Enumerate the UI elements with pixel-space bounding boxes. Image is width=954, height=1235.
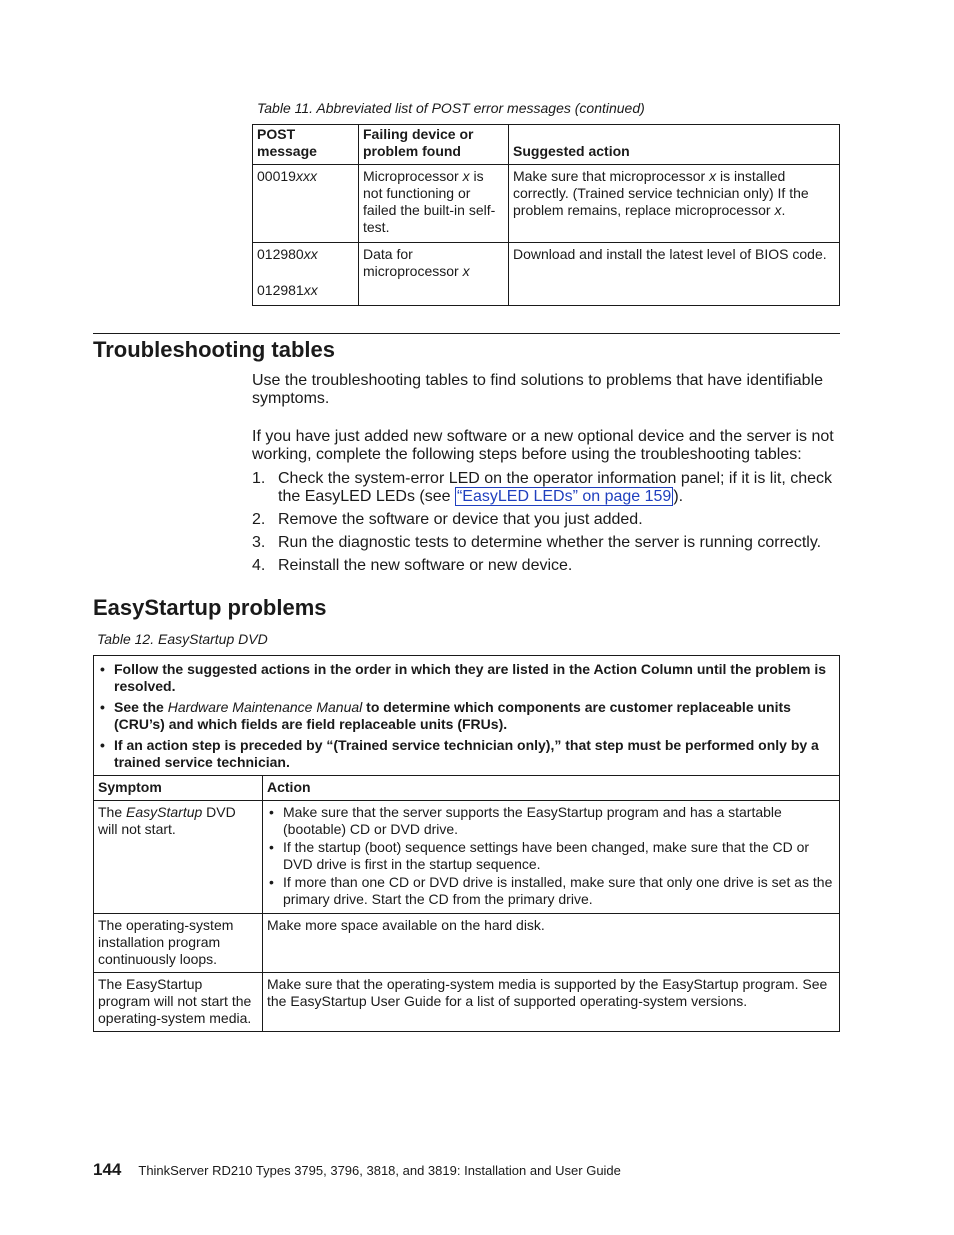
variable: x: [462, 263, 470, 279]
list-item: [98, 699, 835, 733]
cell-text: The: [98, 804, 127, 820]
cell-text: Microprocessor: [363, 168, 463, 184]
product-name: EasyStartup: [126, 804, 203, 820]
step-number: 2.: [252, 511, 266, 528]
cell-text: 012981: [257, 282, 304, 298]
table-row: [253, 165, 840, 243]
suggested-action-cell: [509, 165, 840, 243]
step-text: Remove the software or device that you just added.: [278, 511, 643, 528]
cell-text: .: [781, 202, 786, 218]
post-code: [257, 282, 354, 299]
symptom-cell: The operating-system installation program continuously loops.: [94, 914, 263, 973]
easystartup-heading: EasyStartup problems: [93, 595, 327, 620]
post-code-variable: xxx: [295, 168, 317, 184]
action-list: [267, 804, 835, 908]
step-number: 4.: [252, 557, 266, 574]
troubleshooting-paragraph: If you have just added new software or a new optional device and the server is not working, complete the following steps before using the troubleshooting tables:: [252, 428, 834, 463]
table-row: [94, 914, 840, 973]
variable: x: [462, 168, 470, 184]
column-header: Suggested action: [509, 125, 840, 165]
bullet: •: [100, 737, 105, 753]
variable: x: [709, 168, 717, 184]
column-header: Symptom: [94, 776, 263, 801]
notes-list: [98, 659, 835, 771]
table-row: [94, 973, 840, 1032]
action-text: If the startup (boot) sequence settings have been changed, make sure that the CD or DVD drive is first in the startup sequence.: [283, 839, 810, 872]
page-footer: [93, 1160, 621, 1180]
column-header: Failing device or problem found: [359, 125, 509, 165]
variable: xx: [303, 282, 318, 298]
table12-caption: Table 12. EasyStartup DVD: [97, 631, 268, 647]
variable: xx: [303, 246, 318, 262]
action-text: Make sure that the server supports the EasyStartup program and has a startable (bootable) CD or DVD drive.: [283, 804, 782, 837]
action-cell: [263, 801, 840, 914]
troubleshooting-steps: [252, 470, 840, 580]
troubleshooting-intro: Use the troubleshooting tables to find solutions to problems that have identifiable symptoms.: [252, 372, 824, 407]
list-item: [98, 737, 835, 771]
post-error-table: [252, 124, 840, 306]
suggested-action-cell: Download and install the latest level of BIOS code.: [509, 243, 840, 306]
column-header: POST message: [253, 125, 359, 165]
cell-text: 012980: [257, 246, 304, 262]
easystartup-table: [93, 655, 840, 1032]
bullet: •: [269, 874, 274, 890]
list-item: [252, 557, 840, 575]
table11-caption: Table 11. Abbreviated list of POST error messages (continued): [257, 100, 645, 116]
bullet: •: [269, 804, 274, 820]
notes-cell: [94, 656, 840, 776]
table-header-row: [94, 776, 840, 801]
step-text: Run the diagnostic tests to determine whether the server is running correctly.: [278, 534, 822, 551]
cell-text: Make sure that microprocessor: [513, 168, 710, 184]
step-text: Reinstall the new software or new device.: [278, 557, 573, 574]
post-code: [257, 246, 354, 263]
post-code: 00019: [257, 168, 296, 184]
failing-device-cell: [359, 243, 509, 306]
list-item: [267, 874, 835, 908]
post-code-cell: [253, 243, 359, 306]
troubleshooting-heading: Troubleshooting tables: [93, 337, 336, 362]
column-header: Action: [263, 776, 840, 801]
table-row: [94, 801, 840, 914]
bullet: •: [269, 839, 274, 855]
list-item: [252, 470, 840, 506]
cell-text: DVD will not start.: [98, 804, 236, 837]
step-text: ).: [673, 488, 684, 505]
note-text: to determine which components are customer replaceable units (CRU’s) and which fields are field replaceable units (FRUs).: [114, 699, 791, 732]
bullet: •: [100, 661, 105, 677]
list-item: [252, 534, 840, 552]
symptom-cell: The EasyStartup program will not start the operating-system media.: [94, 973, 263, 1032]
table-row: [253, 243, 840, 306]
table-notes-row: [94, 656, 840, 776]
step-text: Check the system-error LED on the operator information panel; if it is lit, check the EasyLED LEDs (see: [278, 470, 833, 505]
failing-device-cell: [359, 165, 509, 243]
note-text: If an action step is preceded by “(Trained service technician only),” that step must be performed only by a trained service technician.: [114, 737, 819, 770]
document-title: ThinkServer RD210 Types 3795, 3796, 3818, and 3819: Installation and User Guide: [138, 1163, 621, 1178]
cell-text: Data for microprocessor: [363, 246, 463, 279]
note-text: Follow the suggested actions in the order in which they are listed in the Action Column until the problem is resolved.: [114, 661, 826, 694]
section-divider: [93, 333, 840, 334]
symptom-cell: [94, 801, 263, 914]
note-text: See the: [114, 699, 168, 715]
page-number: 144: [93, 1160, 122, 1179]
table-header-row: [253, 125, 840, 165]
post-code-cell: [253, 165, 359, 243]
bullet: •: [100, 699, 105, 715]
action-text: If more than one CD or DVD drive is installed, make sure that only one drive is set as the primary drive. Start the CD from the primary drive.: [283, 874, 833, 907]
action-cell: Make more space available on the hard disk.: [263, 914, 840, 973]
list-item: [267, 839, 835, 873]
step-number: 1.: [252, 470, 266, 487]
step-number: 3.: [252, 534, 266, 551]
list-item: [267, 804, 835, 838]
cell-text: is not functioning or failed the built-in self-test.: [363, 168, 496, 235]
cell-text: is installed correctly. (Trained service technician only) If the problem remains, replace microprocessor: [513, 168, 809, 218]
manual-title: Hardware Maintenance Manual: [167, 699, 363, 715]
list-item: [252, 511, 840, 529]
spacer: [257, 263, 354, 282]
action-cell: Make sure that the operating-system media is supported by the EasyStartup program. See the EasyStartup User Guide for a list of supported operating-system versions.: [263, 973, 840, 1032]
easyled-leds-link[interactable]: “EasyLED LEDs” on page 159: [456, 488, 672, 505]
variable: x: [774, 202, 782, 218]
list-item: [98, 661, 835, 695]
